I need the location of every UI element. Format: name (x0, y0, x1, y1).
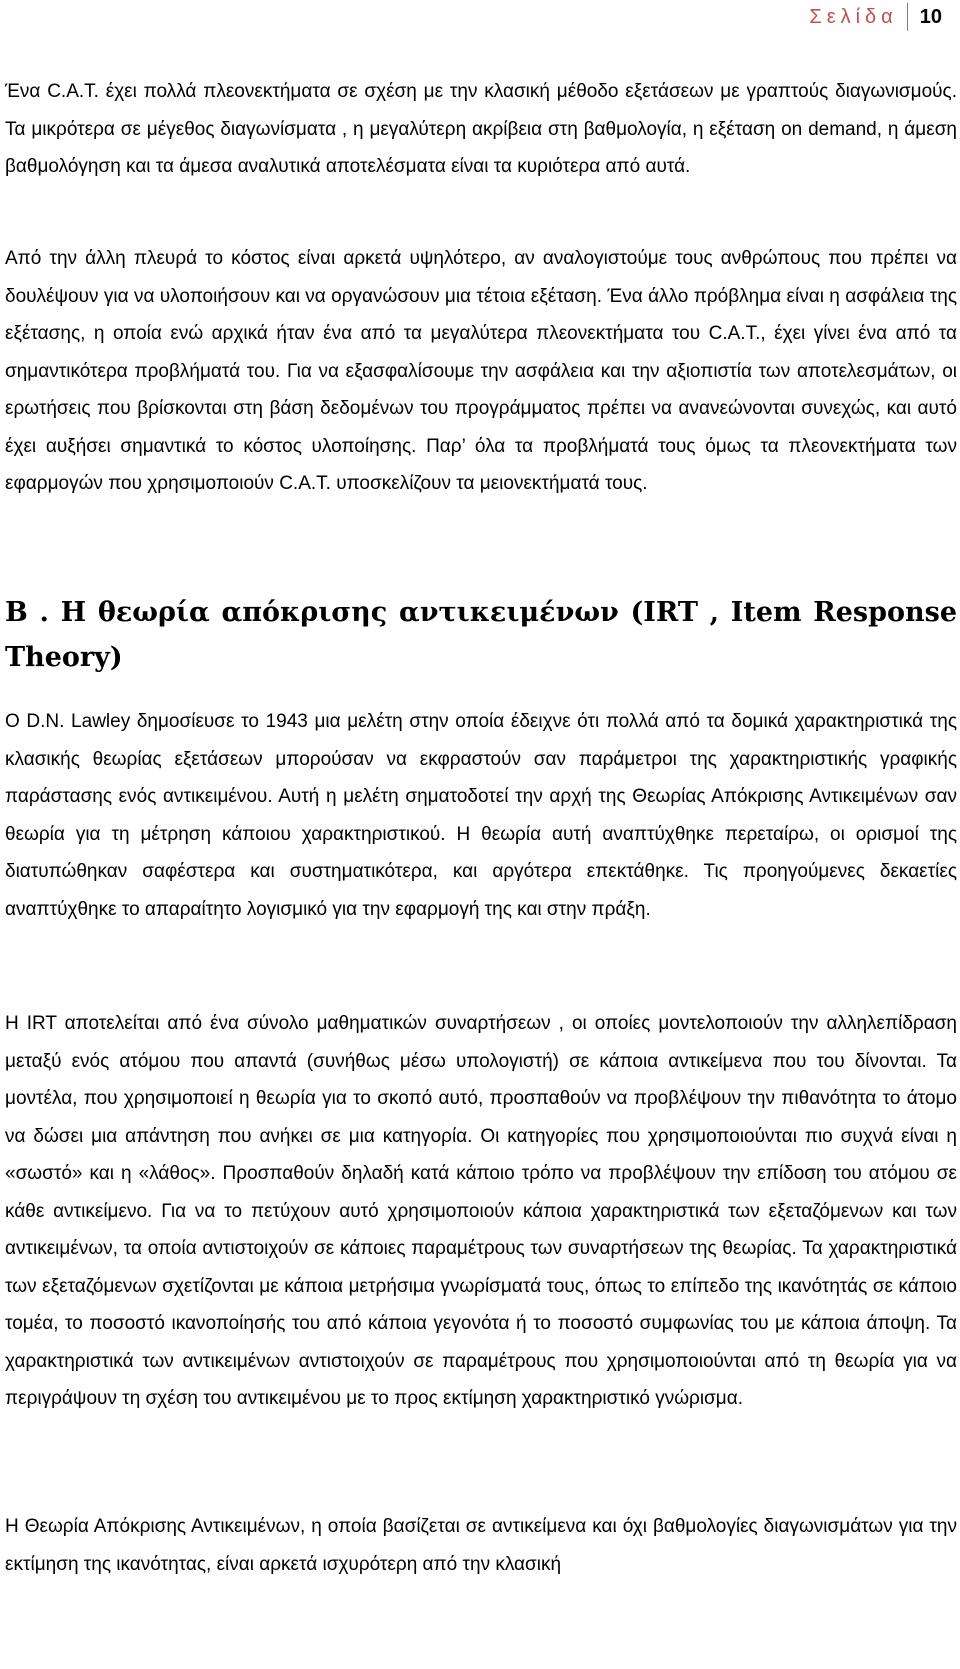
paragraph-irt-history: Ο D.N. Lawley δημοσίευσε το 1943 μια μελέτη στην οποία έδειχνε ότι πολλά από τα δομικά χαρακτηριστικά της κλασικής θεωρίας εξετάσεων μπορούσαν να εκφραστούν σαν παράμετροι της χαρακτηριστικής γραφικής παράστασης ενός αντικειμένου. Αυτή η μελέτη σηματοδοτεί την αρχή της Θεωρίας Απόκρισης Αντικειμένων σαν θεωρία για τη μέτρηση κάποιου χαρακτηριστικού. Η θεωρία αυτή αναπτύχθηκε περεταίρω, οι ορισμοί της διατυπώθηκαν σαφέστερα και συστηματικότερα, και αργότερα επεκτάθηκε. Τις προηγούμενες δεκαετίες αναπτύχθηκε το απαραίτητο λογισμικό για την εφαρμογή της και στην πράξη. (5, 711, 957, 920)
page-header (809, 0, 960, 34)
paragraph-cat-disadvantages: Από την άλλη πλευρά το κόστος είναι αρκετά υψηλότερο, αν αναλογιστούμε τους ανθρώπους που πρέπει να δουλέψουν για να υλοποιήσουν και να οργανώσουν μια τέτοια εξέταση. Ένα άλλο πρόβλημα είναι η ασφάλεια της εξέτασης, η οποία ενώ αρχικά ήταν ένα από τα μεγαλύτερα πλεονεκτήματα του C.A.T., έχει γίνει ένα από τα σημαντικότερα προβλήματά του. Για να εξασφαλίσουμε την ασφάλεια και την αξιοπιστία των αποτελεσμάτων, οι ερωτήσεις που βρίσκονται στη βάση δεδομένων του προγράμματος πρέπει να ανανεώνονται συνεχώς, και αυτό έχει αυξήσει σημαντικά το κόστος υλοποίησης. Παρ’ όλα τα προβλήματά τους όμως τα πλεονεκτήματα των εφαρμογών που χρησιμοποιούν C.A.T. υποσκελίζουν τα μειονεκτήματά τους. (5, 248, 957, 494)
page-label: Σελίδα (809, 5, 898, 28)
section-heading: Β . Η θεωρία απόκρισης αντικειμένων (IRT , Item Response Theory) (5, 597, 957, 673)
paragraph-cat-advantages: Ένα C.A.T. έχει πολλά πλεονεκτήματα σε σχέση με την κλασική μέθοδο εξετάσεων με γραπτούς διαγωνισμούς. Τα μικρότερα σε μέγεθος διαγωνίσματα , η μεγαλύτερη ακρίβεια στη βαθμολογία, η εξέταση on demand, η άμεση βαθμολόγηση και τα άμεσα αναλυτικά αποτελέσματα είναι τα κυριότερα από αυτά. (5, 81, 957, 177)
paragraph-irt-comparison: Η Θεωρία Απόκρισης Αντικειμένων, η οποία βασίζεται σε αντικείμενα και όχι βαθμολογίες διαγωνισμάτων για την εκτίμηση της ικανότητας, είναι αρκετά ισχυρότερη από την κλασική (5, 1516, 957, 1575)
page-number: 10 (919, 5, 942, 28)
paragraph-irt-definition: Η IRT αποτελείται από ένα σύνολο μαθηματικών συναρτήσεων , οι οποίες μοντελοποιούν την αλληλεπίδραση μεταξύ ενός ατόμου που απαντά (συνήθως μέσω υπολογιστή) σε κάποια αντικείμενα που του δίνονται. Τα μοντέλα, που χρησιμοποιεί η θεωρία για το σκοπό αυτό, προσπαθούν να προβλέψουν την πιθανότητα το άτομο να δώσει μια απάντηση που ανήκει σε μια κατηγορία. Οι κατηγορίες που χρησιμοποιούνται πιο συχνά είναι η «σωστό» και η «λάθος». Προσπαθούν δηλαδή κατά κάποιο τρόπο να προβλέψουν την επίδοση του ατόμου σε κάθε αντικείμενο. Για να το πετύχουν αυτό χρησιμοποιούν κάποια χαρακτηριστικά των εξεταζόμενων και των αντικειμένων, τα οποία αντιστοιχούν σε κάποιες παραμέτρους των συναρτήσεων της θεωρίας. Τα χαρακτηριστικά των εξεταζόμενων σχετίζονται με κάποια μετρήσιμα γνωρίσματά τους, όπως το επίπεδο της ικανότητάς σε κάποιο τομέα, το ποσοστό ικανοποίησής του από κάποια γεγονότα ή το ποσοστό συμφωνίας του με κάποια άποψη. Τα χαρακτηριστικά των αντικειμένων αντιστοιχούν σε παραμέτρους που χρησιμοποιούνται από τη θεωρία για να περιγράψουν τη σχέση του αντικειμένου με το προς εκτίμηση χαρακτηριστικό γνώρισμα. (5, 1013, 957, 1409)
